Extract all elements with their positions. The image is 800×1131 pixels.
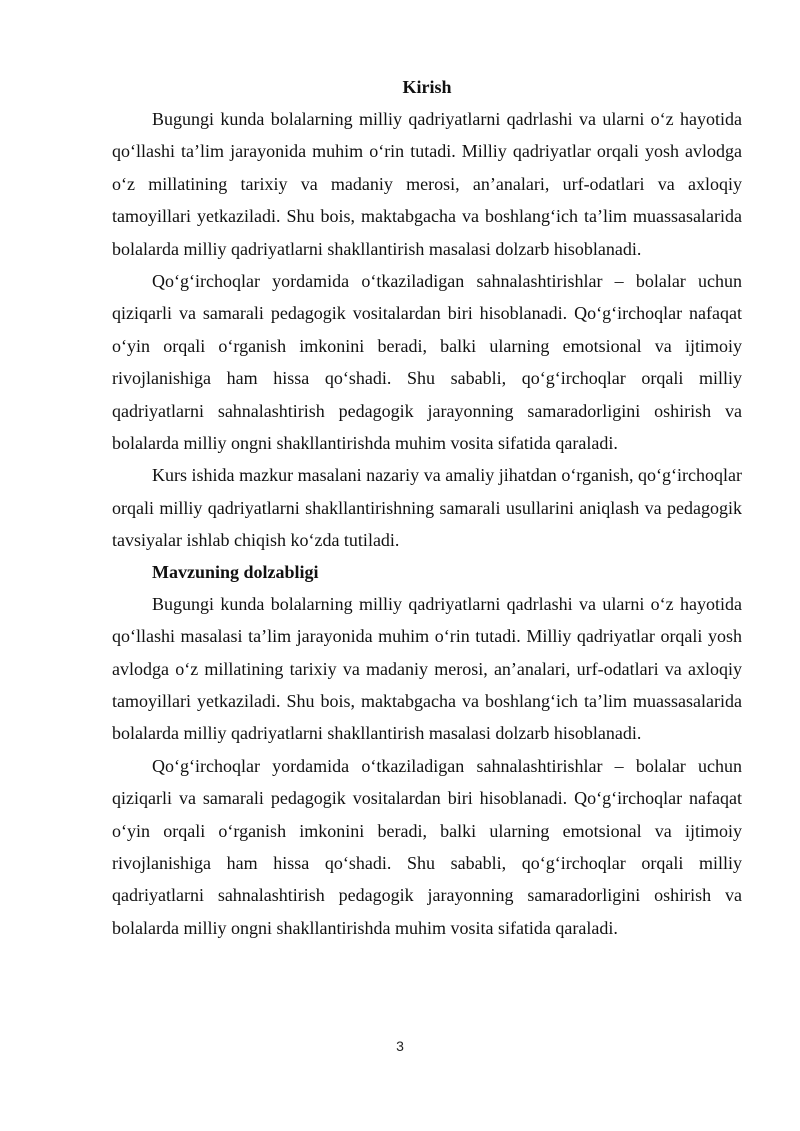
- intro-paragraph-2: Qo‘g‘irchoqlar yordamida o‘tkaziladigan sahnalashtirishlar – bolalar uchun qiziqarli va samarali pedagogik vositalardan biri hisoblanadi. Qo‘g‘irchoqlar nafaqat o‘yin orqali o‘rganish imkonini beradi, balki ularning emotsional va ijtimoiy rivojlanishiga ham hissa qo‘shadi. Shu sababli, qo‘g‘irchoqlar orqali milliy qadriyatlarni sahnalashtirish pedagogik jarayonning samaradorligini oshirish va bolalarda milliy ongni shakllantirishda muhim vosita sifatida qaraladi.: [112, 271, 742, 454]
- intro-paragraph-3: Kurs ishida mazkur masalani nazariy va amaliy jihatdan o‘rganish, qo‘g‘irchoqlar orqali milliy qadriyatlarni shakllantirishning samarali usullarini aniqlash va pedagogik tavsiyalar ishlab chiqish ko‘zda tutiladi.: [112, 465, 742, 551]
- page-title: Kirish: [402, 77, 452, 97]
- intro-paragraph-1: Bugungi kunda bolalarning milliy qadriyatlarni qadrlashi va ularni o‘z hayotida qo‘llashi ta’lim jarayonida muhim o‘rin tutadi. Milliy qadriyatlar orqali yosh avlodga o‘z millatining tarixiy va madaniy merosi, an’analari, urf-odatlari va axloqiy tamoyillari yetkaziladi. Shu bois, maktabgacha va boshlang‘ich ta’lim muassasalarida bolalarda milliy qadriyatlarni shakllantirish masalasi dolzarb hisoblanadi.: [112, 109, 742, 259]
- section-paragraph-1: Bugungi kunda bolalarning milliy qadriyatlarni qadrlashi va ularni o‘z hayotida qo‘llashi masalasi ta’lim jarayonida muhim o‘rin tutadi. Milliy qadriyatlar orqali yosh avlodga o‘z millatining tarixiy va madaniy merosi, an’analari, urf-odatlari va axloqiy tamoyillari yetkaziladi. Shu bois, maktabgacha va boshlang‘ich ta’lim muassasalarida bolalarda milliy qadriyatlarni shakllantirish masalasi dolzarb hisoblanadi.: [112, 593, 742, 744]
- section-heading: Mavzuning dolzabligi: [152, 561, 319, 582]
- page-number: 3: [396, 1038, 404, 1054]
- page-content: [112, 72, 742, 944]
- section-paragraph-2: Qo‘g‘irchoqlar yordamida o‘tkaziladigan sahnalashtirishlar – bolalar uchun qiziqarli va samarali pedagogik vositalardan biri hisoblanadi. Qo‘g‘irchoqlar nafaqat o‘yin orqali o‘rganish imkonini beradi, balki ularning emotsional va ijtimoiy rivojlanishiga ham hissa qo‘shadi. Shu sababli, qo‘g‘irchoqlar orqali milliy qadriyatlarni sahnalashtirish pedagogik jarayonning samaradorligini oshirish va bolalarda milliy ongni shakllantirishda muhim vosita sifatida qaraladi.: [112, 755, 742, 938]
